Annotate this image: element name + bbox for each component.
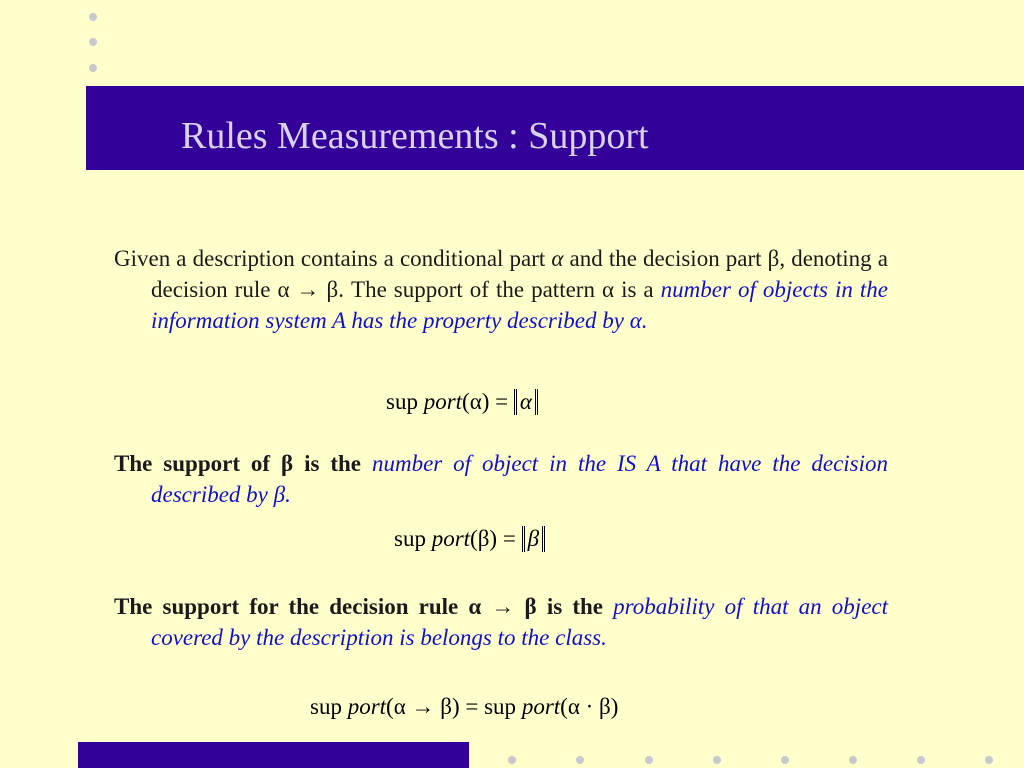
slide-title: Rules Measurements : Support: [181, 115, 649, 157]
decor-dot: [781, 756, 789, 764]
text: , denoting a decision rule: [151, 246, 888, 302]
formula-sup: sup: [484, 694, 522, 719]
formula-arg: (α): [462, 389, 490, 414]
emphasis-text: probability of that an object covered by the description is belongs to the class.: [151, 594, 888, 650]
symbol-alpha: α: [601, 277, 615, 302]
decor-dot: [89, 64, 97, 72]
formula-eq: =: [497, 526, 522, 551]
text: . The support of the pattern: [338, 277, 602, 302]
formula-norm: [522, 526, 545, 552]
bold-text: The support of β is the: [114, 451, 372, 476]
formula-support-beta: [394, 526, 545, 552]
decor-dot: [576, 756, 584, 764]
formula-arg: (β): [470, 526, 498, 551]
formula-port: port: [347, 694, 387, 719]
formula-port: port: [431, 526, 471, 551]
decor-dot: [849, 756, 857, 764]
decor-dot: [713, 756, 721, 764]
emphasis-text: number of objects in the information system A has the property described by α.: [151, 277, 889, 333]
footer-bar: [78, 742, 469, 768]
text: Given a description contains a conditional part: [114, 246, 552, 271]
bold-text: The support for the decision rule α → β is the: [114, 594, 614, 619]
formula-port: port: [423, 389, 463, 414]
formula-norm-value: β: [527, 526, 540, 551]
decor-dot: [89, 38, 97, 46]
symbol-beta: β: [767, 246, 780, 271]
formula-support-rule: [310, 694, 618, 720]
formula-sup: sup: [310, 694, 348, 719]
emphasis-text: number of object in the IS A that have the decision described by β.: [151, 451, 889, 507]
formula-norm-value: α: [519, 389, 532, 414]
paragraph-support-beta: [114, 448, 888, 510]
formula-norm: [514, 389, 538, 415]
formula-support-alpha: [386, 389, 538, 415]
decor-dot: [917, 756, 925, 764]
formula-port: port: [521, 694, 561, 719]
paragraph-definition: [114, 243, 888, 336]
formula-eq: =: [489, 389, 514, 414]
rule-expression: α → β: [277, 277, 339, 302]
decor-dot: [985, 756, 993, 764]
formula-sup: sup: [394, 526, 432, 551]
formula-eq: =: [459, 694, 485, 719]
formula-sup: sup: [386, 389, 424, 414]
text: and the decision part: [563, 246, 768, 271]
symbol-alpha: α: [551, 246, 564, 271]
decor-dot: [89, 13, 97, 21]
formula-arg: (α · β): [560, 694, 619, 719]
formula-arg: (α → β): [386, 694, 460, 719]
decor-dot: [645, 756, 653, 764]
decor-dot: [508, 756, 516, 764]
paragraph-support-rule: [114, 591, 888, 653]
text: is a: [614, 277, 661, 302]
